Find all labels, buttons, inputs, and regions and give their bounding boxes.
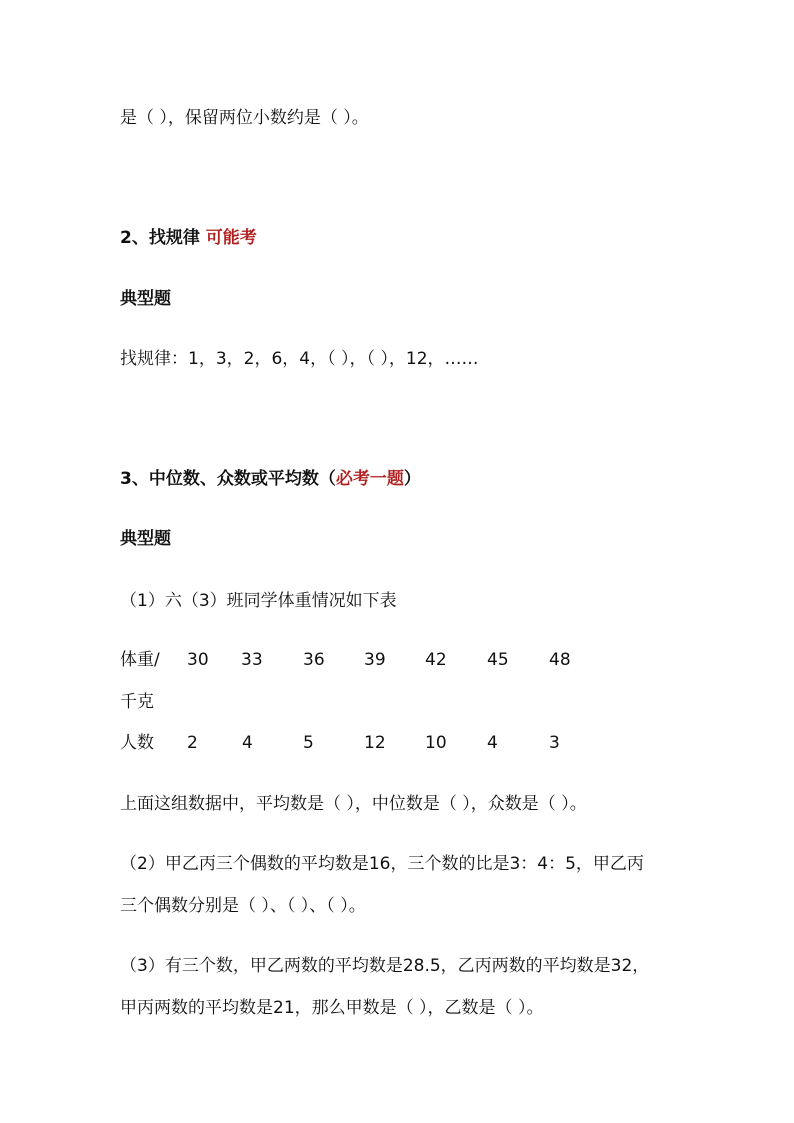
table-cell: 12 — [364, 733, 386, 753]
table-row1-label: 体重/ — [120, 650, 160, 670]
text-line-1: 是（ ），保留两位小数约是（ ）。 — [120, 108, 369, 128]
question-3-line-1: （3）有三个数，甲乙两数的平均数是28.5，乙丙两数的平均数是32， — [120, 956, 650, 976]
table-cell: 10 — [425, 733, 447, 753]
section-2-question: 找规律：1，3，2，6，4，（ ），（ ），12，…… — [120, 349, 479, 369]
table-cell: 42 — [425, 650, 447, 670]
section-3-title-b: ） — [403, 469, 421, 489]
question-3-line-2: 甲丙两数的平均数是21，那么甲数是（ ），乙数是（ ）。 — [120, 998, 544, 1018]
table-cell: 3 — [549, 733, 560, 753]
table-cell: 33 — [241, 650, 263, 670]
table-cell: 5 — [303, 733, 314, 753]
question-1-intro: （1）六（3）班同学体重情况如下表 — [120, 591, 397, 611]
section-3-title-a: 3、中位数、众数或平均数（ — [120, 469, 336, 489]
section-2-typical: 典型题 — [120, 289, 171, 309]
section-3-typical: 典型题 — [120, 529, 171, 549]
section-2-tag: 可能考 — [205, 228, 257, 248]
question-2-line-1: （2）甲乙丙三个偶数的平均数是16，三个数的比是3：4：5，甲乙丙 — [120, 854, 644, 874]
table-row2-label: 人数 — [120, 733, 154, 753]
question-1-ask: 上面这组数据中，平均数是（ ），中位数是（ ），众数是（ ）。 — [120, 794, 587, 814]
table-cell: 48 — [549, 650, 571, 670]
table-cell: 4 — [487, 733, 498, 753]
section-2-title: 2、找规律 — [120, 228, 200, 248]
section-3-tag: 必考一题 — [335, 469, 404, 489]
section-3-heading — [120, 468, 421, 490]
table-cell: 39 — [364, 650, 386, 670]
table-cell: 45 — [487, 650, 509, 670]
question-2-line-2: 三个偶数分别是（ ）、（ ）、（ ）。 — [120, 896, 366, 916]
table-row1-label-2: 千克 — [120, 692, 154, 712]
section-2-heading — [120, 227, 257, 249]
table-cell: 4 — [242, 733, 253, 753]
table-cell: 30 — [187, 650, 209, 670]
table-cell: 36 — [303, 650, 325, 670]
table-cell: 2 — [187, 733, 198, 753]
